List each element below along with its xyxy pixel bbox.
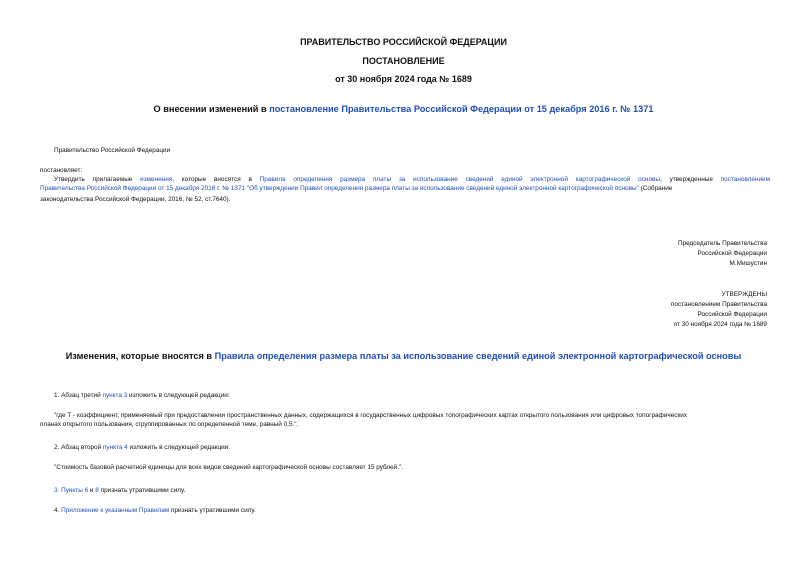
item-2 <box>54 443 230 452</box>
item-1-text-b: изложить в следующей редакции: <box>127 392 230 399</box>
item-4 <box>54 506 256 515</box>
item-3-link-1[interactable]: 3. Пункты 6 <box>54 487 89 494</box>
document-date-number: от 30 ноября 2024 года № 1689 <box>335 74 472 84</box>
government-title: ПРАВИТЕЛЬСТВО РОССИЙСКОЙ ФЕДЕРАЦИИ <box>300 37 507 47</box>
approval-title: УТВЕРЖДЕНЫ <box>721 291 767 298</box>
document-type: ПОСТАНОВЛЕНИЕ <box>362 56 445 66</box>
signature-position: Председатель Правительства <box>678 240 767 247</box>
item-3-text-b: признать утратившими силу. <box>98 487 186 494</box>
item-1-link[interactable]: пункта 3 <box>102 392 128 399</box>
item-4-text-b: признать утратившими силу. <box>169 507 256 514</box>
subject-prefix: О внесении изменений в <box>153 104 270 114</box>
p1-text-c: , утвержденные <box>660 176 721 183</box>
signature-name: М.Мишустин <box>729 260 767 267</box>
quote-1-line-2: планах открытого пользования, сгруппированных по определенной теме, равный 0,5.". <box>40 421 299 428</box>
item-4-link[interactable]: Приложение к указанным Правилам <box>61 507 170 514</box>
item-1-text-a: 1. Абзац третий <box>54 392 103 399</box>
approval-line-4: от 30 ноября 2024 года № 1689 <box>673 321 767 328</box>
quote-1-line-1: "где Т - коэффициент, применяемый при предоставлении пространственных данных, содержащихся в государственных цифровых топографических картах открытого пользования или цифровых топографических <box>54 412 688 419</box>
document-subject <box>0 104 807 114</box>
issuer: Правительство Российской Федерации <box>54 147 171 154</box>
changes-heading <box>0 351 807 361</box>
rules-link[interactable]: Правила определения размера платы за использование сведений единой электронной картографической основы <box>259 176 660 183</box>
subject-decree-link[interactable]: постановление Правительства Российской Федерации от 15 декабря 2016 г. № 1371 <box>269 104 654 114</box>
changes-heading-rules-link[interactable]: Правила определения размера платы за использование сведений единой электронной картографической основы <box>214 351 742 361</box>
paragraph-1-line-2 <box>40 184 672 193</box>
decree-word: постановляет: <box>40 167 83 174</box>
item-2-text-a: 2. Абзац второй <box>54 444 103 451</box>
item-3-text-a: и <box>88 487 96 494</box>
changes-link[interactable]: изменения <box>140 176 173 183</box>
item-4-text-a: 4. <box>54 507 62 514</box>
p1-text-d: (Собрание <box>638 185 673 192</box>
item-2-text-b: изложить в следующей редакции: <box>127 444 231 451</box>
item-3-link-2[interactable]: 8 <box>95 487 99 494</box>
item-2-link[interactable]: пункта 4 <box>102 444 128 451</box>
quote-2: "Стоимость базовой расчетной единицы для всех видов сведений картографической основы составляет 15 рублей.". <box>54 464 404 471</box>
item-3 <box>54 486 185 495</box>
decree-link-start[interactable]: постановлением <box>720 176 770 183</box>
p1-text-a: Утвердить прилагаемые <box>54 176 141 183</box>
paragraph-1-line-3: законодательства Российской Федерации, 2016, № 52, ст.7640). <box>40 196 231 203</box>
paragraph-1-line-1 <box>54 175 770 184</box>
item-1 <box>54 391 230 400</box>
decree-link-rest[interactable]: Правительства Российской Федерации от 15 декабря 2016 г. № 1371 "Об утверждении Правил определения размера платы за использование сведений единой электронной картографической основы" <box>40 185 639 192</box>
signature-org: Российской Федерации <box>697 250 767 257</box>
changes-heading-prefix: Изменения, которые вносятся в <box>65 351 215 361</box>
approval-line-3: Российской Федерации <box>697 311 767 318</box>
p1-text-b: , которые вносятся в <box>172 176 260 183</box>
approval-line-2: постановлением Правительства <box>671 301 767 308</box>
